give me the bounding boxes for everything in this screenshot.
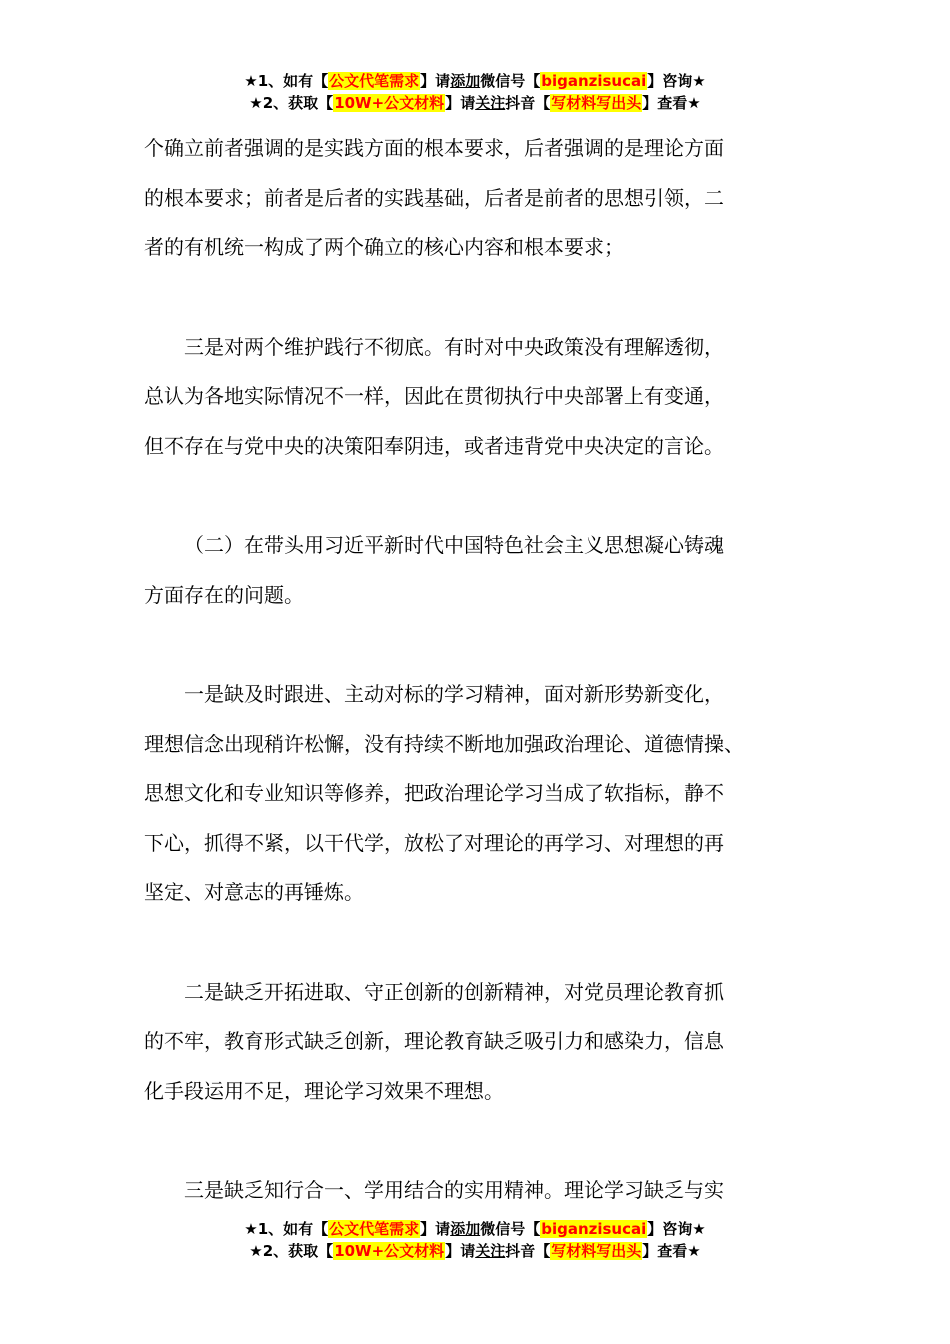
banner-text: ★1、如有【 xyxy=(244,72,329,90)
paragraph xyxy=(144,670,808,918)
text-line: 者的有机统一构成了两个确立的核心内容和根本要求； xyxy=(144,235,624,259)
banner-underlined-text: 添加 xyxy=(450,1220,481,1238)
text-line: 二是缺乏开拓进取、守正创新的创新精神，对党员理论教育抓 xyxy=(184,979,724,1004)
banner-underlined-text: 添加 xyxy=(450,72,481,90)
banner-text: 】查看★ xyxy=(642,1242,701,1260)
highlight-wechat-id: biganzisucai xyxy=(541,72,647,90)
banner-text: 】请 xyxy=(420,72,451,90)
highlight-douyin-account: 写材料写出头 xyxy=(551,94,642,112)
banner-text: 】请 xyxy=(445,94,476,112)
text-line: （二）在带头用习近平新时代中国特色社会主义思想凝心铸魂 xyxy=(184,533,724,557)
banner-text: ★2、获取【 xyxy=(249,94,334,112)
banner-text: 微信号【 xyxy=(480,72,541,90)
text-line: 三是对两个维护践行不彻底。有时对中央政策没有理解透彻， xyxy=(184,334,724,359)
section-heading xyxy=(144,521,808,620)
text-line: 三是缺乏知行合一、学用结合的实用精神。理论学习缺乏与实 xyxy=(184,1178,724,1202)
banner-text: 微信号【 xyxy=(480,1220,541,1238)
text-line: 总认为各地实际情况不一样，因此在贯彻执行中央部署上有变通， xyxy=(144,384,724,408)
banner-text: 抖音【 xyxy=(505,94,551,112)
paragraph xyxy=(144,1166,808,1216)
text-line: 下心，抓得不紧，以干代学，放松了对理论的再学习、对理想的再 xyxy=(144,830,724,855)
banner-underlined-text: 关注 xyxy=(475,1242,506,1260)
text-line: 思想文化和专业知识等修养，把政治理论学习当成了软指标，静不 xyxy=(144,781,724,805)
document-body xyxy=(144,124,808,1216)
paragraph xyxy=(144,968,808,1117)
text-line: 化手段运用不足，理论学习效果不理想。 xyxy=(144,1078,504,1103)
highlight-wechat-id: biganzisucai xyxy=(541,1220,647,1238)
banner-text: 】请 xyxy=(445,1242,476,1260)
banner-text: 】请 xyxy=(420,1220,451,1238)
banner-text: 】查看★ xyxy=(642,94,701,112)
text-line: 一是缺及时跟进、主动对标的学习精神，面对新形势新变化， xyxy=(184,682,724,706)
text-line: 方面存在的问题。 xyxy=(144,582,304,607)
banner-line-1 xyxy=(0,1218,950,1240)
text-line: 理想信念出现稍许松懈，没有持续不断地加强政治理论、道德情操、 xyxy=(144,731,744,756)
banner-underlined-text: 关注 xyxy=(475,94,506,112)
banner-text: 】咨询★ xyxy=(647,72,706,90)
highlight-service: 公文代笔需求 xyxy=(329,1220,420,1238)
text-line: 的根本要求；前者是后者的实践基础，后者是前者的思想引领，二 xyxy=(144,185,724,210)
banner-text: 抖音【 xyxy=(505,1242,551,1260)
highlight-service: 公文代笔需求 xyxy=(329,72,420,90)
header-banner xyxy=(0,70,950,114)
footer-banner xyxy=(0,1218,950,1262)
banner-text: ★2、获取【 xyxy=(249,1242,334,1260)
paragraph xyxy=(144,323,808,472)
text-line: 的不牢，教育形式缺乏创新，理论教育缺乏吸引力和感染力，信息 xyxy=(144,1029,724,1053)
banner-line-1 xyxy=(0,70,950,92)
paragraph xyxy=(144,124,808,273)
text-line: 但不存在与党中央的决策阳奉阴违，或者违背党中央决定的言论。 xyxy=(144,433,724,458)
highlight-materials: 10W+公文材料 xyxy=(334,1242,445,1260)
banner-text: 】咨询★ xyxy=(647,1220,706,1238)
banner-text: ★1、如有【 xyxy=(244,1220,329,1238)
banner-line-2 xyxy=(0,92,950,114)
text-line: 坚定、对意志的再锤炼。 xyxy=(144,880,364,904)
highlight-douyin-account: 写材料写出头 xyxy=(551,1242,642,1260)
text-line: 个确立前者强调的是实践方面的根本要求，后者强调的是理论方面 xyxy=(144,136,724,160)
highlight-materials: 10W+公文材料 xyxy=(334,94,445,112)
banner-line-2 xyxy=(0,1240,950,1262)
